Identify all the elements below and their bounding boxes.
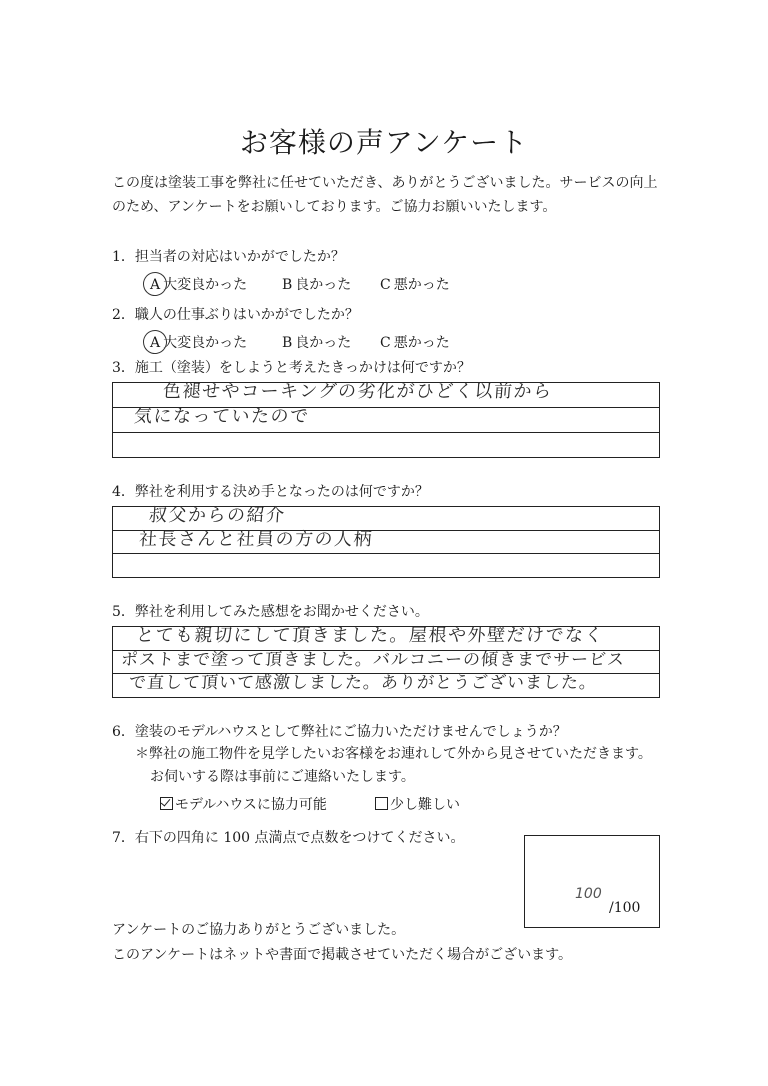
option-label: 良かった	[295, 277, 352, 293]
question-label: 4．弊社を利用する決め手となったのは何ですか？	[112, 484, 429, 500]
option-label: 悪かった	[393, 335, 450, 351]
question-note: お伺いする際は事前にご連絡いたします。	[150, 769, 415, 785]
score-box	[524, 835, 660, 928]
option-letter: C	[380, 335, 391, 351]
option-label: 悪かった	[393, 277, 450, 293]
question-label: 5．弊社を利用してみた感想をお聞かせください。	[112, 604, 429, 620]
intro-line: のため、アンケートをお願いしております。ご協力お願いいたします。	[112, 199, 557, 215]
option-label: 良かった	[295, 335, 352, 351]
option-letter: A	[150, 335, 161, 351]
option-letter: B	[282, 335, 293, 351]
option-c	[380, 276, 450, 294]
checkbox-label: 少し難しい	[390, 797, 460, 813]
intro-line: この度は塗装工事を弊社に任せていただき、ありがとうございました。サービスの向上	[112, 175, 658, 191]
option-c	[380, 334, 450, 352]
answer-row	[113, 433, 659, 457]
handwritten-answer: 社長さんと社員の方の人柄	[138, 528, 374, 550]
answer-row	[113, 554, 659, 577]
page-title: お客様の声アンケート	[239, 126, 529, 159]
option-letter: C	[380, 277, 391, 293]
answer-box	[112, 626, 660, 698]
option-letter: A	[150, 277, 161, 293]
handwritten-answer: ポストまで塗って頂きました。バルコニーの傾きまでサービス	[120, 649, 626, 670]
checkbox-option-difficult	[375, 796, 460, 814]
answer-box	[112, 382, 660, 458]
handwritten-answer: で直して頂いて感激しました。ありがとうございました。	[128, 673, 598, 694]
closing-line: アンケートのご協力ありがとうございました。	[112, 922, 406, 938]
option-letter: B	[282, 277, 293, 293]
answer-row	[113, 408, 659, 433]
score-max: /100	[609, 900, 641, 916]
question-note: ＊弊社の施工物件を見学したいお客様をお連れして外から見させていただきます。	[135, 746, 652, 762]
option-a	[150, 334, 247, 352]
handwritten-answer: 気になっていたので	[133, 406, 311, 427]
question-label: 3．施工（塗装）をしようと考えたきっかけは何ですか？	[112, 360, 471, 376]
answer-box	[112, 506, 660, 578]
closing-line: このアンケートはネットや書面で掲載させていただく場合がございます。	[112, 947, 573, 963]
option-label: 大変良かった	[163, 335, 248, 351]
handwritten-answer: 叔父からの紹介	[148, 505, 287, 526]
question-label: 6．塗装のモデルハウスとして弊社にご協力いただけませんでしょうか？	[112, 724, 567, 740]
answer-row	[113, 528, 659, 555]
question-label: 7．右下の四角に 100 点満点で点数をつけてください。	[112, 830, 465, 846]
answer-row	[113, 674, 659, 697]
checkbox-label: モデルハウスに協力可能	[175, 797, 327, 813]
checkbox	[160, 797, 173, 810]
checkbox	[375, 797, 388, 810]
option-a	[150, 276, 247, 294]
score-value: 100	[575, 886, 602, 902]
handwritten-answer: とても親切にして頂きました。屋根や外壁だけでなく	[135, 625, 605, 646]
checkbox-option-cooperate	[160, 796, 327, 814]
option-label: 大変良かった	[163, 277, 248, 293]
handwritten-answer: 色褪せやコーキングの劣化がひどく以前から	[162, 381, 554, 402]
option-b	[282, 334, 351, 352]
question-label: 1．担当者の対応はいかがでしたか？	[112, 249, 345, 265]
option-b	[282, 276, 351, 294]
question-label: 2．職人の仕事ぶりはいかがでしたか？	[112, 307, 359, 323]
